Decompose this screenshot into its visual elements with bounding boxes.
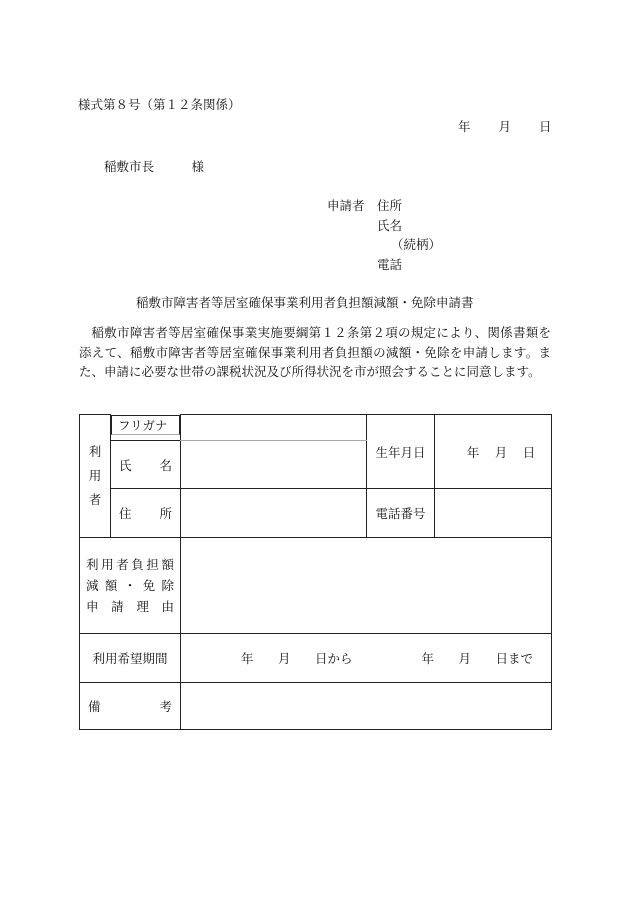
application-date (458, 117, 552, 135)
date-year: 年 (458, 119, 471, 134)
birthdate-field[interactable]: 年 月 日 (435, 415, 552, 489)
phone-label: 電話番号 (367, 489, 435, 538)
remarks-field[interactable] (181, 683, 552, 730)
applicant-label: 申請者 (327, 198, 365, 213)
period-label: 利用希望期間 (80, 634, 181, 683)
name-field[interactable] (181, 441, 367, 489)
document-title: 稲敷市障害者等居室確保事業利用者負担額減額・免除申請書 (136, 295, 474, 310)
reason-label: 利 用 者 負 担 額 減 額 ・ 免 除 申 請 理 由 (80, 538, 181, 634)
addressee: 稲敷市長 様 (104, 159, 205, 174)
address-label: 住 所 (111, 489, 181, 538)
furigana-field[interactable] (181, 415, 367, 441)
applicant-address-label: 住所 (377, 198, 403, 213)
period-field[interactable]: 年 月 日から 年 月 日まで (181, 634, 552, 683)
date-day: 日 (539, 119, 552, 134)
user-section-label: 利 用 者 (80, 415, 111, 538)
applicant-phone-label: 電話 (377, 256, 403, 272)
application-form-table (79, 414, 552, 730)
furigana-label: フリガナ (111, 415, 180, 435)
application-statement: 稲敷市障害者等居室確保事業実施要綱第１２条第２項の規定により、関係書類を添えて、稲敷市障害者等居室確保事業利用者負担額の減額・免除を申請します。また、申請に必要な世帯の課税状況及び所得状況を市が照会することに同意します。 (79, 325, 551, 379)
birthdate-label: 生年月日 (367, 415, 435, 489)
reason-field[interactable] (181, 538, 552, 634)
name-label: 氏 名 (111, 441, 181, 489)
applicant-block (327, 196, 442, 274)
phone-field[interactable] (435, 489, 552, 538)
remarks-label: 備 考 (80, 683, 181, 730)
address-field[interactable] (181, 489, 367, 538)
applicant-relation-label: （続柄） (391, 237, 442, 252)
form-number: 様式第８号（第１２条関係） (78, 97, 241, 112)
applicant-name-label: 氏名 (377, 217, 403, 233)
date-month: 月 (498, 119, 512, 134)
